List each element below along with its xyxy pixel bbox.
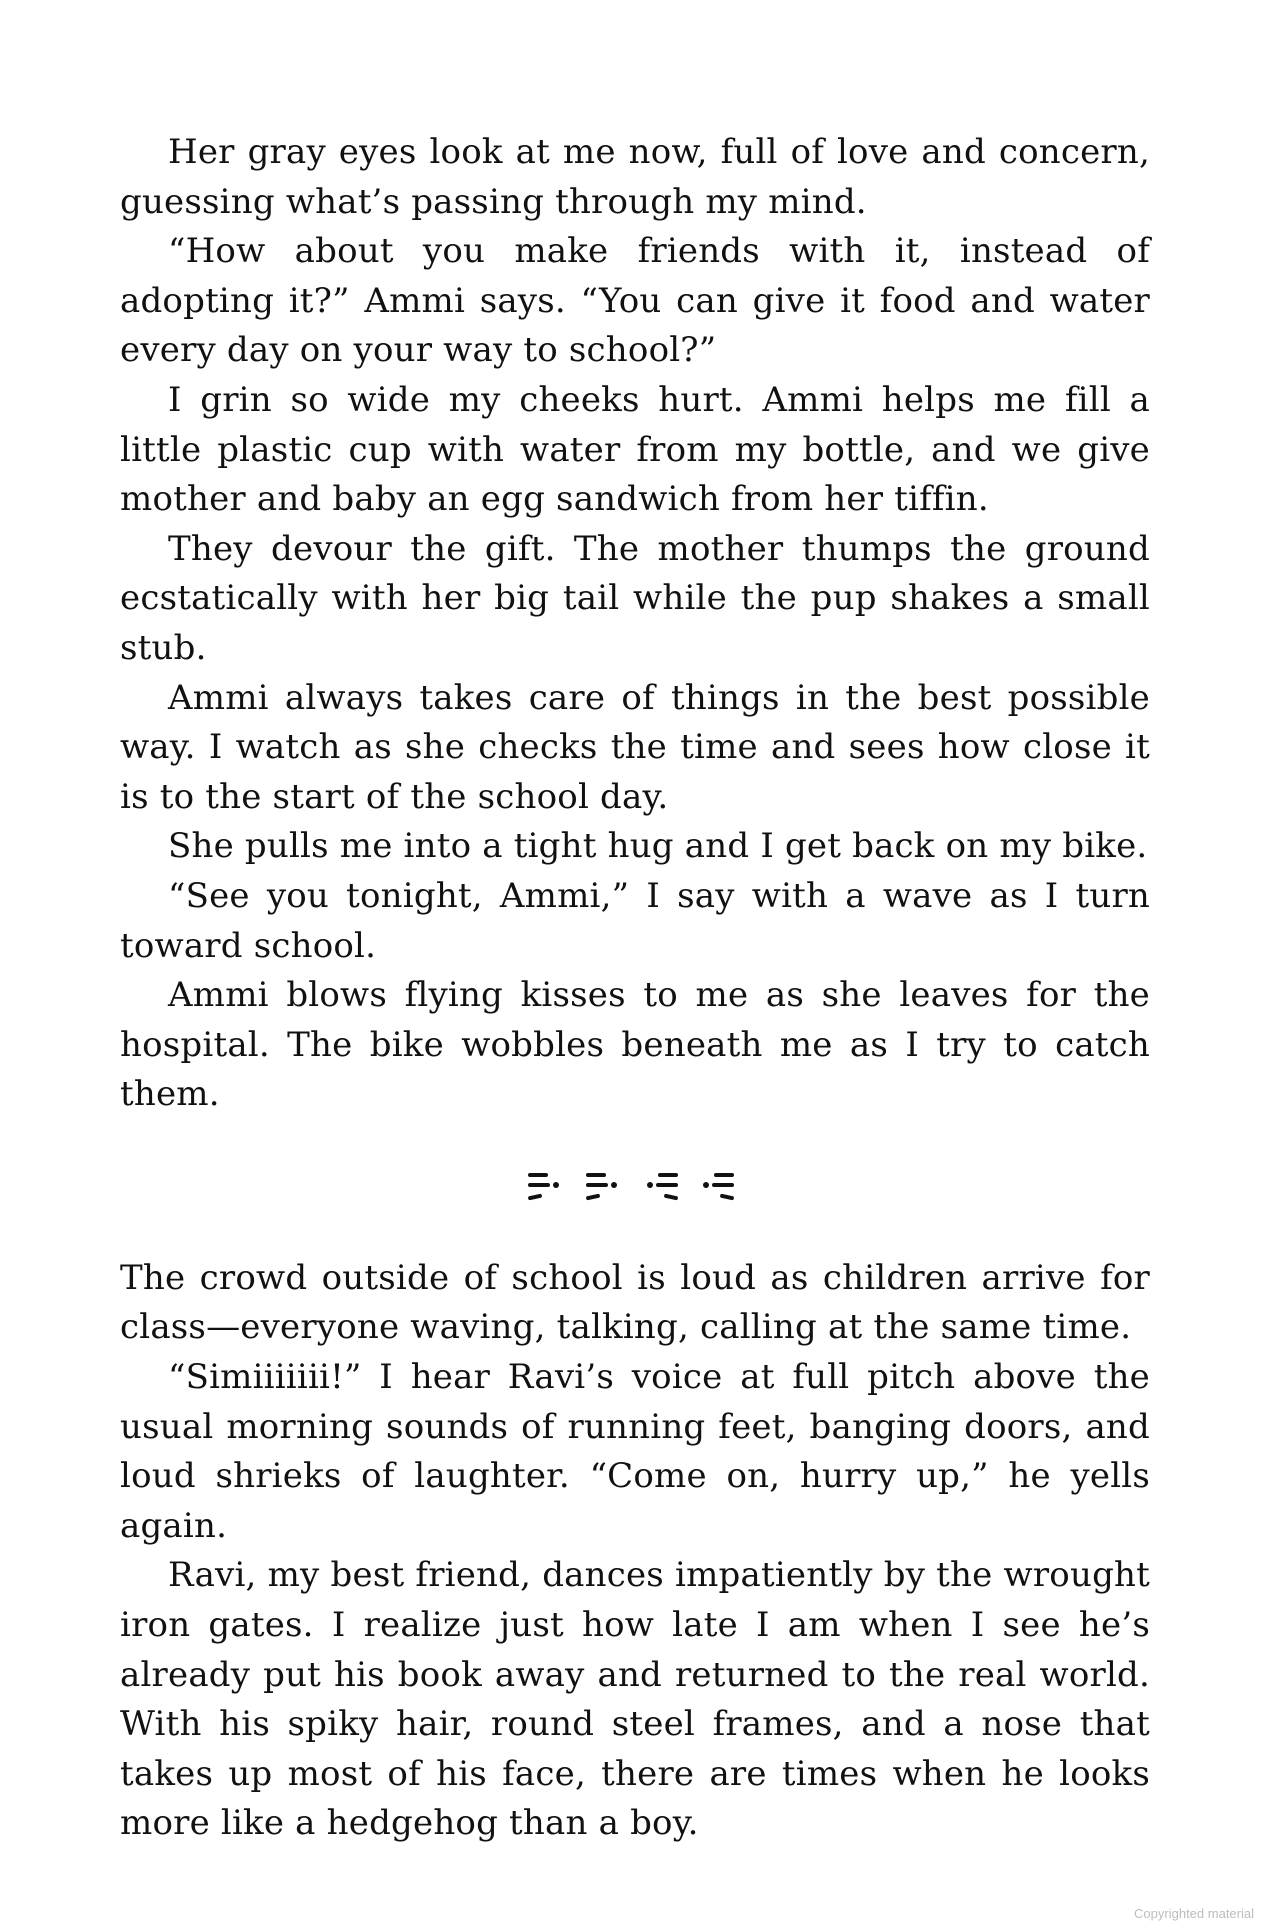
paragraph: Ammi always takes care of things in the best possible way. I watch as she checks the time and sees how close it is to the start of the school day. (120, 677, 1150, 817)
paragraph: Ravi, my best friend, dances impatiently by the wrought iron gates. I realize just how late I am when I see he’s already put his book away and returned to the real world. With his spiky hair, round steel frames, and a nose that takes up most of his face, there are times when he looks more like a hedgehog than a boy. (120, 1555, 1150, 1844)
book-page (120, 128, 1150, 1849)
paragraph: The crowd outside of school is loud as children arrive for class—everyone waving, talking, calling at the same time. (120, 1257, 1150, 1348)
copyright-watermark: Copyrighted material (1134, 1906, 1254, 1921)
paragraph: “See you tonight, Ammi,” I say with a wave as I turn toward school. (120, 875, 1150, 966)
scene-break (120, 1120, 1150, 1254)
paragraph: She pulls me into a tight hug and I get back on my bike. (168, 826, 1148, 867)
paragraph: “Simiiiiiii!” I hear Ravi’s voice at full pitch above the usual morning sounds of running feet, banging doors, and loud shrieks of laughter. “Come on, hurry up,” he yells again. (120, 1357, 1150, 1546)
paragraph: Ammi blows flying kisses to me as she leaves for the hospital. The bike wobbles beneath me as I try to catch them. (120, 975, 1150, 1115)
paragraph: Her gray eyes look at me now, full of love and concern, guessing what’s passing through my mind. (120, 132, 1150, 222)
paragraph: “How about you make friends with it, instead of adopting it?” Ammi says. “You can give it food and water every day on your way to school?” (120, 231, 1150, 371)
paragraph: I grin so wide my cheeks hurt. Ammi helps me fill a little plastic cup with water from my bottle, and we give mother and baby an egg sandwich from her tiffin. (120, 379, 1150, 520)
paragraph: They devour the gift. The mother thumps the ground ecstatically with her big tail while the pup shakes a small stub. (120, 528, 1150, 668)
paw-prints-ornament-icon (520, 1167, 750, 1207)
